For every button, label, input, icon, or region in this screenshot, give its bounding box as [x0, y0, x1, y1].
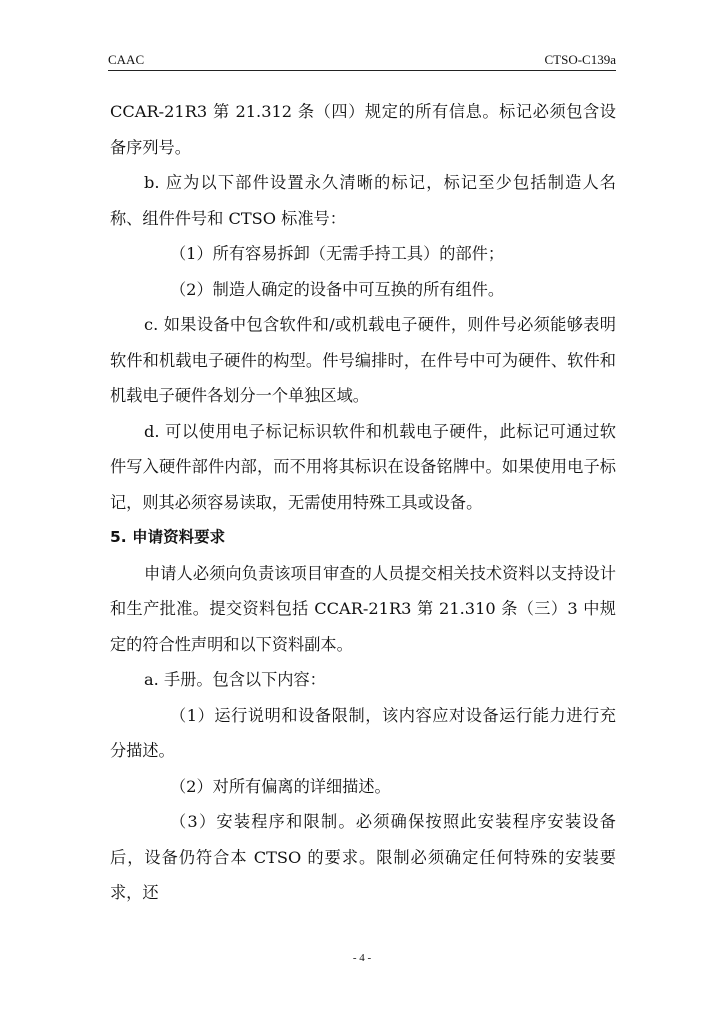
- body-paragraph: （1）运行说明和设备限制，该内容应对设备运行能力进行充分描述。: [110, 705, 616, 760]
- body-paragraph: a. 手册。包含以下内容：: [144, 670, 326, 689]
- body-paragraph: CCAR-21R3 第 21.312 条（四）规定的所有信息。标记必须包含设备序列号。: [110, 102, 616, 157]
- body-paragraph: （1）所有容易拆卸（无需手持工具）的部件；: [170, 244, 505, 263]
- document-body: [110, 94, 616, 911]
- body-paragraph: （2）对所有偏离的详细描述。: [170, 776, 391, 796]
- body-paragraph: （2）制造人确定的设备中可互换的所有组件。: [170, 279, 505, 299]
- header-document-code: CTSO-C139a: [544, 52, 616, 67]
- page-number: - 4 -: [352, 952, 372, 964]
- body-paragraph: c. 如果设备中包含软件和/或机载电子硬件，则件号必须能够表明软件和机载电子硬件的构型。件号编排时，在件号中可为硬件、软件和机载电子硬件各划分一个单独区域。: [110, 315, 616, 405]
- body-paragraph: b. 应为以下部件设置永久清晰的标记，标记至少包括制造人名称、组件件号和 CTSO 标准号：: [110, 173, 616, 228]
- body-paragraph: d. 可以使用电子标记标识软件和机载电子硬件，此标记可通过软件写入硬件部件内部，而不用将其标识在设备铭牌中。如果使用电子标记，则其必须容易读取，无需使用特殊工具或设备。: [110, 421, 616, 512]
- body-paragraph: 申请人必须向负责该项目审查的人员提交相关技术资料以支持设计和生产批准。提交资料包括 CCAR-21R3 第 21.310 条（三）3 中规定的符合性声明和以下资料副本。: [110, 563, 616, 654]
- page-header: [108, 52, 616, 70]
- body-paragraph: （3）安装程序和限制。必须确保按照此安装程序安装设备后，设备仍符合本 CTSO 的要求。限制必须确定任何特殊的安装要求，还: [110, 812, 616, 902]
- header-left-label: CAAC: [108, 52, 145, 67]
- section-heading: 5. 申请资料要求: [110, 528, 226, 546]
- header-divider: [108, 70, 616, 71]
